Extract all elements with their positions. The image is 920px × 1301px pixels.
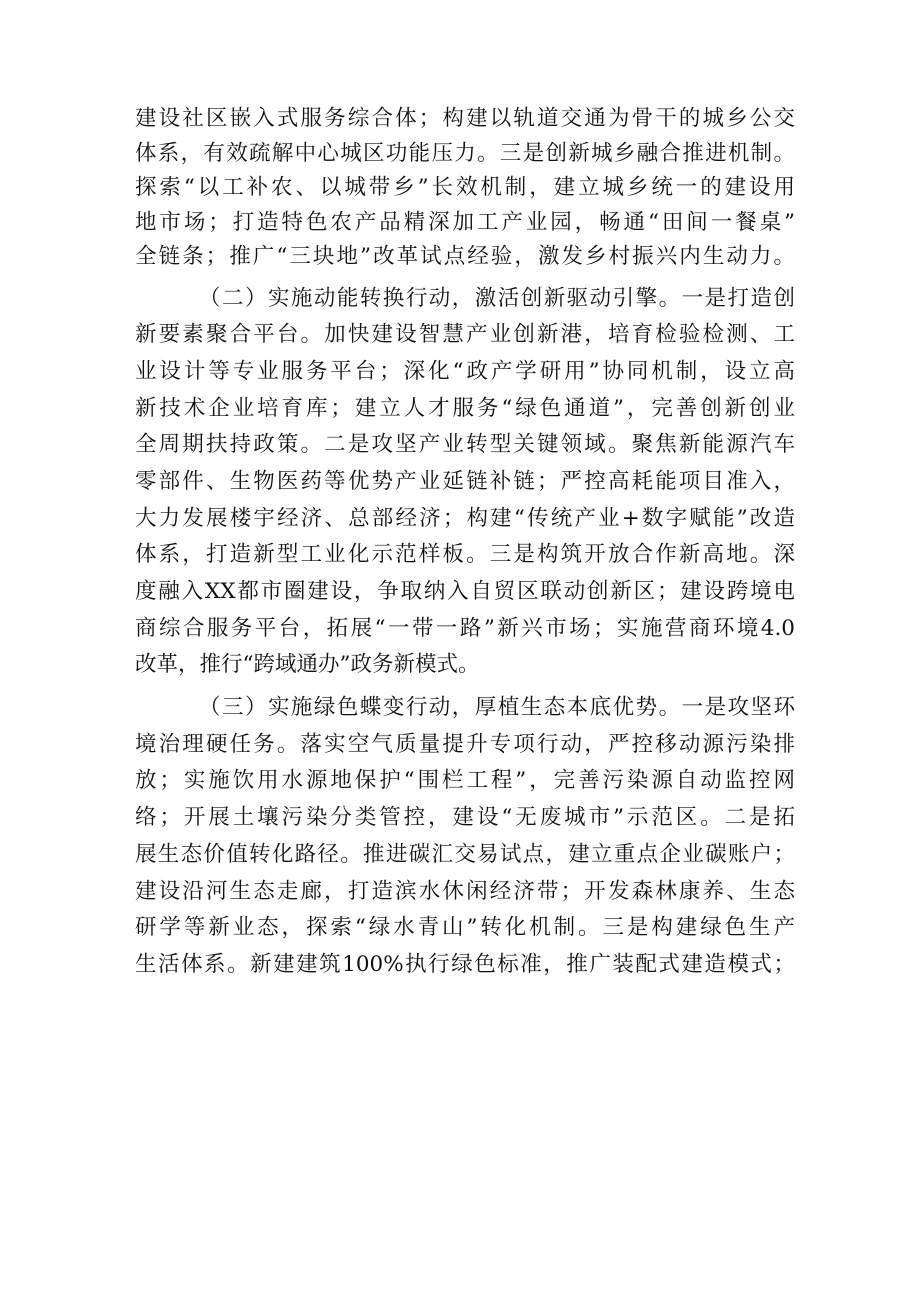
text-line: 新技术企业培育库；建立人才服务“绿色通道”，完善创新创业 (135, 395, 795, 421)
text-line: 络；开展土壤污染分类管控，建设“无废城市”示范区。二是拓 (135, 805, 795, 831)
text-line: 研学等新业态，探索“绿水青山”转化机制。三是构建绿色生产 (135, 915, 795, 941)
text-line: 度融入XX都市圈建设，争取纳入自贸区联动创新区；建设跨境电 (135, 579, 795, 604)
text-line: 探索“以工补农、以城带乡”长效机制，建立城乡统一的建设用 (135, 175, 795, 200)
text-line: 展生态价值转化路径。推进碳汇交易试点，建立重点企业碳账户； (135, 841, 795, 867)
text-line: 业设计等专业服务平台；深化“政产学研用”协同机制，设立高 (135, 358, 795, 384)
text-line: （三）实施绿色蝶变行动，厚植生态本底优势。一是攻坚环 (199, 695, 795, 721)
text-line: 境治理硬任务。落实空气质量提升专项行动，严控移动源污染排 (135, 731, 795, 757)
text-line: 体系，打造新型工业化示范样板。三是构筑开放合作新高地。深 (135, 542, 795, 568)
text-line: 商综合服务平台，拓展“一带一路”新兴市场；实施营商环境4.0 (135, 615, 795, 641)
text-line: 零部件、生物医药等优势产业延链补链；严控高耗能项目准入， (135, 468, 795, 494)
paragraph-2 (135, 281, 795, 685)
document-body (135, 102, 795, 984)
text-line: 建设沿河生态走廊，打造滨水休闲经济带；开发森林康养、生态 (135, 878, 795, 904)
text-line: （二）实施动能转换行动，激活创新驱动引擎。一是打造创 (199, 285, 795, 311)
text-line: 全链条；推广“三块地”改革试点经验，激发乡村振兴内生动力。 (135, 244, 795, 269)
text-line: 生活体系。新建建筑100%执行绿色标准，推广装配式建造模式； (135, 951, 795, 977)
paragraph-1 (135, 102, 795, 275)
text-line: 大力发展楼宇经济、总部经济；构建“传统产业+数字赋能”改造 (135, 505, 795, 531)
text-line: 地市场；打造特色农产品精深加工产业园，畅通“田间一餐桌” (135, 209, 795, 235)
text-line: 放；实施饮用水源地保护“围栏工程”，完善污染源自动监控网 (135, 768, 795, 794)
text-line: 改革，推行“跨域通办”政务新模式。 (135, 652, 480, 678)
text-line: 新要素聚合平台。加快建设智慧产业创新港，培育检验检测、工 (135, 322, 795, 348)
text-line: 全周期扶持政策。二是攻坚产业转型关键领域。聚焦新能源汽车 (135, 432, 795, 458)
text-line: 建设社区嵌入式服务综合体；构建以轨道交通为骨干的城乡公交 (135, 106, 795, 131)
text-line: 体系，有效疏解中心城区功能压力。三是创新城乡融合推进机制。 (135, 140, 795, 166)
paragraph-3 (135, 690, 795, 984)
